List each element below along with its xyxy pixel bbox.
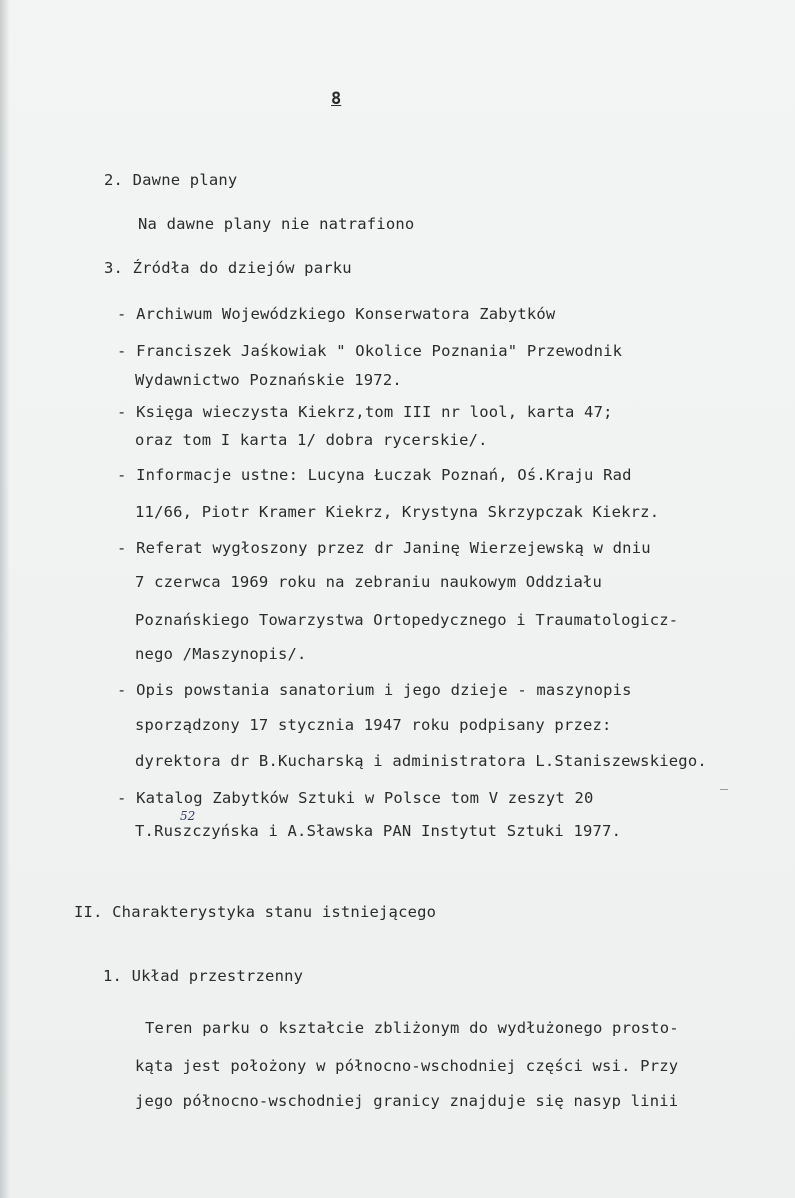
body-text-line: Teren parku o kształcie zbliżonym do wydłużonego prosto-: [145, 1019, 679, 1037]
source-line: Wydawnictwo Poznańskie 1972.: [135, 371, 402, 389]
source-line: sporządzony 17 stycznia 1947 roku podpisany przez:: [135, 716, 612, 734]
source-line: - Księga wieczysta Kiekrz,tom III nr lool, karta 47;: [117, 403, 613, 421]
source-line: - Informacje ustne: Lucyna Łuczak Poznań, Oś.Kraju Rad: [117, 466, 632, 484]
source-line: - Archiwum Wojewódzkiego Konserwatora Zabytków: [117, 305, 556, 323]
handwritten-annotation: 52: [180, 809, 196, 823]
section-heading-current-state: II. Charakterystyka stanu istniejącego: [74, 903, 437, 921]
source-line: nego /Maszynopis/.: [135, 645, 307, 663]
page-edge-shadow: [0, 0, 10, 1198]
margin-mark: [720, 789, 728, 790]
section-heading-old-plans: 2. Dawne plany: [104, 171, 238, 189]
section-body-old-plans: Na dawne plany nie natrafiono: [138, 215, 415, 233]
section-heading-spatial-layout: 1. Układ przestrzenny: [103, 967, 304, 985]
body-text-line: kąta jest położony w północno-wschodniej części wsi. Przy: [135, 1057, 679, 1075]
source-line: 11/66, Piotr Kramer Kiekrz, Krystyna Skrzypczak Kiekrz.: [135, 503, 660, 521]
source-line: - Franciszek Jaśkowiak " Okolice Poznania" Przewodnik: [117, 342, 623, 360]
source-line: - Referat wygłoszony przez dr Janinę Wierzejewską w dniu: [117, 539, 651, 557]
page-number: 8: [331, 89, 342, 109]
section-heading-sources: 3. Źródła do dziejów parku: [104, 259, 352, 277]
source-line: T.Ruszczyńska i A.Sławska PAN Instytut Sztuki 1977.: [135, 822, 622, 840]
source-line: dyrektora dr B.Kucharską i administratora L.Staniszewskiego.: [135, 752, 707, 770]
source-line: - Katalog Zabytków Sztuki w Polsce tom V zeszyt 20: [117, 789, 594, 807]
source-line: - Opis powstania sanatorium i jego dzieje - maszynopis: [117, 681, 632, 699]
source-line: oraz tom I karta 1/ dobra rycerskie/.: [135, 431, 488, 449]
source-line: 7 czerwca 1969 roku na zebraniu naukowym Oddziału: [135, 573, 603, 591]
body-text-line: jego północno-wschodniej granicy znajduje się nasyp linii: [135, 1092, 679, 1110]
source-line: Poznańskiego Towarzystwa Ortopedycznego i Traumatologicz-: [135, 611, 679, 629]
